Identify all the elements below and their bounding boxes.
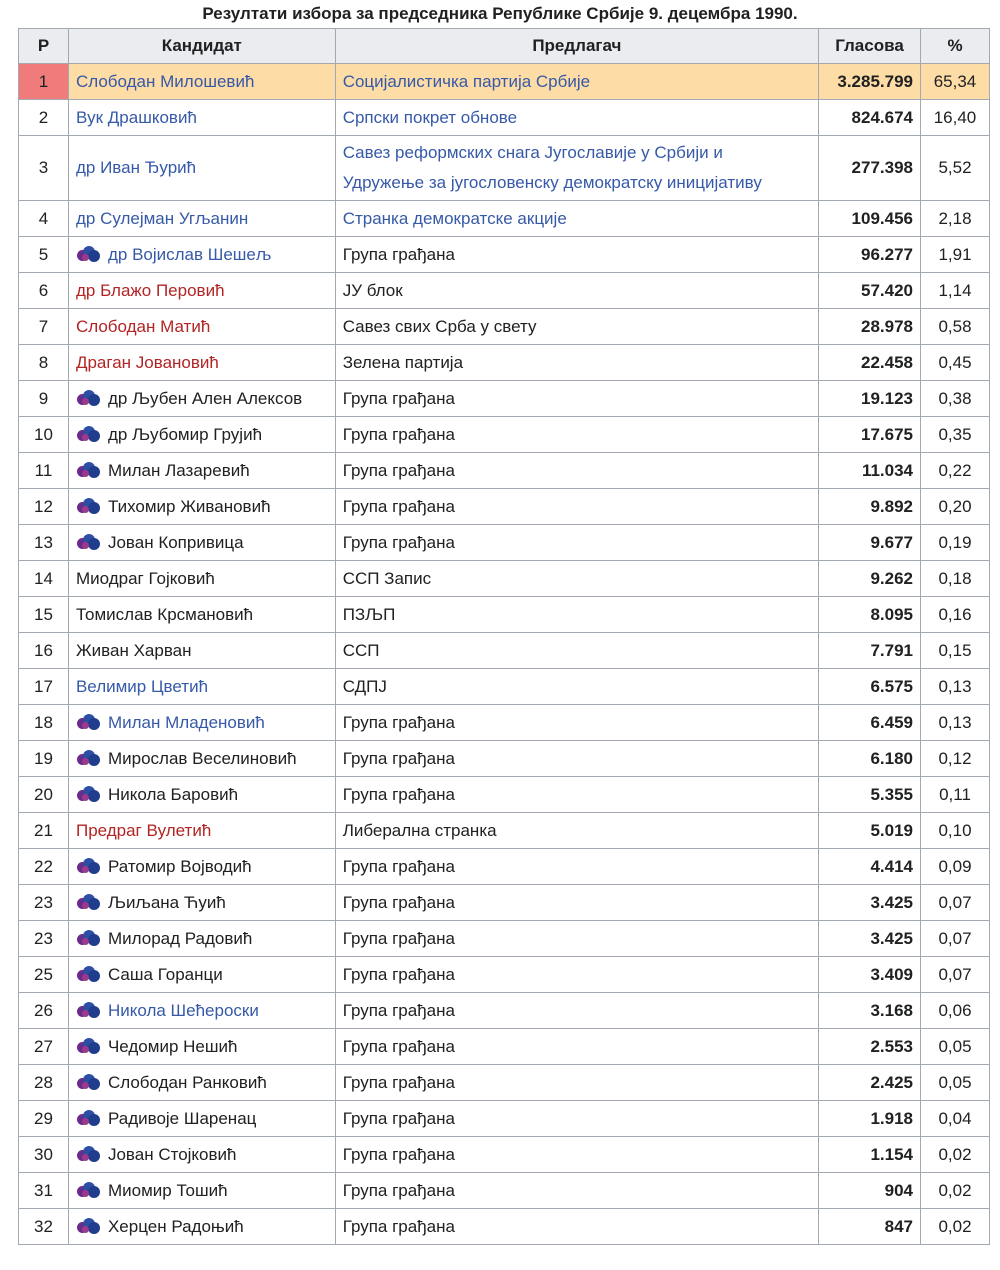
citizens-group-icon bbox=[76, 786, 102, 802]
rank-cell: 10 bbox=[19, 417, 69, 453]
table-row bbox=[19, 489, 990, 525]
proposer-cell bbox=[335, 1137, 818, 1173]
votes-cell: 2.425 bbox=[819, 1065, 921, 1101]
proposer-name: ССП Запис bbox=[342, 568, 432, 588]
header-proposer[interactable]: Предлагач bbox=[335, 29, 818, 64]
votes-cell: 8.095 bbox=[819, 597, 921, 633]
rank-cell: 13 bbox=[19, 525, 69, 561]
table-row bbox=[19, 957, 990, 993]
rank-cell: 8 bbox=[19, 345, 69, 381]
candidate-name: Милан Лазаревић bbox=[107, 460, 250, 480]
votes-cell: 3.168 bbox=[819, 993, 921, 1029]
votes-cell: 17.675 bbox=[819, 417, 921, 453]
candidate-cell bbox=[68, 100, 335, 136]
proposer-cell bbox=[335, 669, 818, 705]
proposer-name: Група грађана bbox=[342, 1000, 455, 1020]
candidate-name: Никола Баровић bbox=[107, 784, 239, 804]
candidate-cell bbox=[68, 525, 335, 561]
proposer-name: Група грађана bbox=[342, 460, 455, 480]
table-row bbox=[19, 669, 990, 705]
rank-cell: 27 bbox=[19, 1029, 69, 1065]
citizens-group-icon bbox=[76, 858, 102, 874]
candidate-name: Ратомир Војводић bbox=[107, 856, 252, 876]
percent-cell: 0,19 bbox=[921, 525, 990, 561]
percent-cell: 16,40 bbox=[921, 100, 990, 136]
rank-cell: 26 bbox=[19, 993, 69, 1029]
table-row bbox=[19, 309, 990, 345]
rank-cell: 30 bbox=[19, 1137, 69, 1173]
rank-cell: 4 bbox=[19, 201, 69, 237]
citizens-group-icon bbox=[76, 1110, 102, 1126]
percent-cell: 1,14 bbox=[921, 273, 990, 309]
votes-cell: 7.791 bbox=[819, 633, 921, 669]
candidate-cell bbox=[68, 1137, 335, 1173]
citizens-group-icon bbox=[76, 966, 102, 982]
table-row bbox=[19, 237, 990, 273]
candidate-name: Чедомир Нешић bbox=[107, 1036, 238, 1056]
rank-cell: 23 bbox=[19, 885, 69, 921]
proposer-name: Група грађана bbox=[342, 892, 455, 912]
table-row bbox=[19, 1173, 990, 1209]
percent-cell: 0,58 bbox=[921, 309, 990, 345]
rank-cell: 29 bbox=[19, 1101, 69, 1137]
votes-cell: 9.892 bbox=[819, 489, 921, 525]
proposer-name: Група грађана bbox=[342, 1036, 455, 1056]
candidate-cell bbox=[68, 417, 335, 453]
proposer-cell bbox=[335, 921, 818, 957]
citizens-group-icon bbox=[76, 1182, 102, 1198]
proposer-cell bbox=[335, 237, 818, 273]
votes-cell: 5.355 bbox=[819, 777, 921, 813]
proposer-name[interactable]: Савез реформских снага Југославије у Србији и bbox=[342, 143, 723, 162]
proposer-name: Група грађана bbox=[342, 496, 455, 516]
proposer-name[interactable]: Странка демократске акције bbox=[342, 208, 567, 228]
candidate-name[interactable]: Слободан Милошевић bbox=[75, 71, 255, 91]
citizens-group-icon bbox=[76, 750, 102, 766]
proposer-name[interactable]: Социјалистичка партија Србије bbox=[342, 71, 591, 91]
percent-cell: 0,18 bbox=[921, 561, 990, 597]
candidate-cell bbox=[68, 957, 335, 993]
votes-cell: 904 bbox=[819, 1173, 921, 1209]
percent-cell: 0,35 bbox=[921, 417, 990, 453]
proposer-cell bbox=[335, 309, 818, 345]
table-row bbox=[19, 597, 990, 633]
proposer-name: Група грађана bbox=[342, 424, 455, 444]
percent-cell: 0,12 bbox=[921, 741, 990, 777]
citizens-group-icon bbox=[76, 1146, 102, 1162]
proposer-name: ССП bbox=[342, 640, 380, 660]
proposer-cell bbox=[335, 1065, 818, 1101]
header-rank[interactable]: Р bbox=[19, 29, 69, 64]
header-candidate[interactable]: Кандидат bbox=[68, 29, 335, 64]
header-votes[interactable]: Гласова bbox=[819, 29, 921, 64]
percent-cell: 0,45 bbox=[921, 345, 990, 381]
proposer-name: Група грађана bbox=[342, 1144, 455, 1164]
table-row bbox=[19, 100, 990, 136]
candidate-name[interactable]: др Блажо Перовић bbox=[75, 280, 225, 300]
percent-cell: 0,38 bbox=[921, 381, 990, 417]
candidate-name: Јован Копривица bbox=[107, 532, 244, 552]
proposer-name: ЈУ блок bbox=[342, 280, 403, 300]
proposer-cell bbox=[335, 633, 818, 669]
proposer-cell bbox=[335, 345, 818, 381]
percent-cell: 0,16 bbox=[921, 597, 990, 633]
rank-cell: 16 bbox=[19, 633, 69, 669]
rank-cell: 1 bbox=[19, 64, 69, 100]
table-row bbox=[19, 1209, 990, 1245]
votes-cell: 3.409 bbox=[819, 957, 921, 993]
rank-cell: 17 bbox=[19, 669, 69, 705]
percent-cell: 0,04 bbox=[921, 1101, 990, 1137]
citizens-group-icon bbox=[76, 534, 102, 550]
table-row bbox=[19, 417, 990, 453]
candidate-name: Миомир Тошић bbox=[107, 1180, 228, 1200]
rank-cell: 22 bbox=[19, 849, 69, 885]
candidate-name: Јован Стојковић bbox=[107, 1144, 237, 1164]
candidate-cell bbox=[68, 741, 335, 777]
table-row bbox=[19, 813, 990, 849]
proposer-cell bbox=[335, 136, 818, 201]
proposer-cell bbox=[335, 489, 818, 525]
rank-cell: 25 bbox=[19, 957, 69, 993]
candidate-cell bbox=[68, 885, 335, 921]
candidate-name[interactable]: Велимир Цветић bbox=[75, 676, 209, 696]
table-row bbox=[19, 921, 990, 957]
votes-cell: 2.553 bbox=[819, 1029, 921, 1065]
candidate-cell bbox=[68, 1101, 335, 1137]
percent-cell: 0,11 bbox=[921, 777, 990, 813]
table-row bbox=[19, 849, 990, 885]
candidate-cell bbox=[68, 136, 335, 201]
proposer-cell bbox=[335, 1029, 818, 1065]
proposer-cell bbox=[335, 957, 818, 993]
proposer-cell bbox=[335, 849, 818, 885]
candidate-cell bbox=[68, 777, 335, 813]
votes-cell: 3.425 bbox=[819, 885, 921, 921]
proposer-name: Група грађана bbox=[342, 928, 455, 948]
candidate-cell bbox=[68, 705, 335, 741]
votes-cell: 6.180 bbox=[819, 741, 921, 777]
candidate-cell bbox=[68, 381, 335, 417]
votes-cell: 28.978 bbox=[819, 309, 921, 345]
table-row bbox=[19, 273, 990, 309]
proposer-cell bbox=[335, 597, 818, 633]
rank-cell: 28 bbox=[19, 1065, 69, 1101]
citizens-group-icon bbox=[76, 246, 102, 262]
proposer-name: Група грађана bbox=[342, 1180, 455, 1200]
candidate-name[interactable]: др Иван Ђурић bbox=[75, 158, 197, 177]
percent-cell: 0,15 bbox=[921, 633, 990, 669]
table-row bbox=[19, 381, 990, 417]
citizens-group-icon bbox=[76, 426, 102, 442]
votes-cell: 9.677 bbox=[819, 525, 921, 561]
percent-cell: 0,10 bbox=[921, 813, 990, 849]
votes-cell: 824.674 bbox=[819, 100, 921, 136]
proposer-cell bbox=[335, 1101, 818, 1137]
proposer-cell bbox=[335, 993, 818, 1029]
candidate-cell bbox=[68, 1029, 335, 1065]
candidate-name: Милорад Радовић bbox=[107, 928, 253, 948]
proposer-cell bbox=[335, 525, 818, 561]
table-row bbox=[19, 741, 990, 777]
votes-cell: 22.458 bbox=[819, 345, 921, 381]
votes-cell: 11.034 bbox=[819, 453, 921, 489]
percent-cell: 0,06 bbox=[921, 993, 990, 1029]
percent-cell: 65,34 bbox=[921, 64, 990, 100]
candidate-name: Љиљана Ћуић bbox=[107, 892, 226, 912]
proposer-name: Група грађана bbox=[342, 532, 455, 552]
proposer-name: Група грађана bbox=[342, 784, 455, 804]
proposer-cell bbox=[335, 417, 818, 453]
candidate-cell bbox=[68, 345, 335, 381]
proposer-name[interactable]: Удружење за југословенску демократску иницијативу bbox=[342, 173, 762, 192]
candidate-name: Саша Горанци bbox=[107, 964, 223, 984]
proposer-name: Група грађана bbox=[342, 244, 455, 264]
candidate-cell bbox=[68, 633, 335, 669]
candidate-cell bbox=[68, 273, 335, 309]
candidate-name[interactable]: др Војислав Шешељ bbox=[107, 244, 272, 264]
percent-cell: 0,02 bbox=[921, 1173, 990, 1209]
candidate-cell bbox=[68, 921, 335, 957]
votes-cell: 9.262 bbox=[819, 561, 921, 597]
table-row bbox=[19, 345, 990, 381]
proposer-name: Група грађана bbox=[342, 388, 455, 408]
rank-cell: 20 bbox=[19, 777, 69, 813]
citizens-group-icon bbox=[76, 1218, 102, 1234]
candidate-cell bbox=[68, 813, 335, 849]
percent-cell: 0,07 bbox=[921, 957, 990, 993]
percent-cell: 0,09 bbox=[921, 849, 990, 885]
votes-cell: 4.414 bbox=[819, 849, 921, 885]
proposer-name: Група грађана bbox=[342, 964, 455, 984]
header-percent[interactable]: % bbox=[921, 29, 990, 64]
table-row bbox=[19, 561, 990, 597]
rank-cell: 19 bbox=[19, 741, 69, 777]
percent-cell: 0,02 bbox=[921, 1209, 990, 1245]
citizens-group-icon bbox=[76, 930, 102, 946]
proposer-cell bbox=[335, 741, 818, 777]
votes-cell: 6.459 bbox=[819, 705, 921, 741]
proposer-name: Зелена партија bbox=[342, 352, 464, 372]
votes-cell: 1.918 bbox=[819, 1101, 921, 1137]
votes-cell: 6.575 bbox=[819, 669, 921, 705]
proposer-cell bbox=[335, 273, 818, 309]
candidate-cell bbox=[68, 1173, 335, 1209]
candidate-cell bbox=[68, 64, 335, 100]
citizens-group-icon bbox=[76, 1038, 102, 1054]
proposer-name: Група грађана bbox=[342, 748, 455, 768]
candidate-name[interactable]: Вук Драшковић bbox=[75, 107, 197, 127]
candidate-name[interactable]: др Сулејман Угљанин bbox=[75, 208, 249, 228]
proposer-cell bbox=[335, 777, 818, 813]
rank-cell: 23 bbox=[19, 921, 69, 957]
rank-cell: 12 bbox=[19, 489, 69, 525]
rank-cell: 3 bbox=[19, 136, 69, 201]
candidate-cell bbox=[68, 561, 335, 597]
candidate-cell bbox=[68, 309, 335, 345]
votes-cell: 5.019 bbox=[819, 813, 921, 849]
votes-cell: 19.123 bbox=[819, 381, 921, 417]
candidate-cell bbox=[68, 489, 335, 525]
candidate-cell bbox=[68, 849, 335, 885]
table-row bbox=[19, 64, 990, 100]
percent-cell: 0,20 bbox=[921, 489, 990, 525]
candidate-name: Живан Харван bbox=[75, 640, 192, 660]
table-row bbox=[19, 993, 990, 1029]
proposer-name: Група грађана bbox=[342, 712, 455, 732]
proposer-cell bbox=[335, 381, 818, 417]
votes-cell: 1.154 bbox=[819, 1137, 921, 1173]
proposer-cell bbox=[335, 1209, 818, 1245]
proposer-cell bbox=[335, 705, 818, 741]
table-header-row bbox=[19, 29, 990, 64]
candidate-name: др Љубен Ален Алексов bbox=[107, 388, 303, 408]
percent-cell: 0,07 bbox=[921, 921, 990, 957]
rank-cell: 9 bbox=[19, 381, 69, 417]
table-row bbox=[19, 525, 990, 561]
citizens-group-icon bbox=[76, 1002, 102, 1018]
votes-cell: 3.285.799 bbox=[819, 64, 921, 100]
election-results-table bbox=[18, 28, 990, 1245]
percent-cell: 0,05 bbox=[921, 1029, 990, 1065]
candidate-name[interactable]: Никола Шећероски bbox=[107, 1000, 259, 1020]
percent-cell: 0,02 bbox=[921, 1137, 990, 1173]
candidate-cell bbox=[68, 237, 335, 273]
proposer-name: Група грађана bbox=[342, 1216, 455, 1236]
citizens-group-icon bbox=[76, 462, 102, 478]
votes-cell: 57.420 bbox=[819, 273, 921, 309]
citizens-group-icon bbox=[76, 390, 102, 406]
proposer-cell bbox=[335, 813, 818, 849]
percent-cell: 0,13 bbox=[921, 705, 990, 741]
candidate-cell bbox=[68, 597, 335, 633]
rank-cell: 14 bbox=[19, 561, 69, 597]
candidate-cell bbox=[68, 453, 335, 489]
rank-cell: 6 bbox=[19, 273, 69, 309]
votes-cell: 3.425 bbox=[819, 921, 921, 957]
candidate-name[interactable]: Слободан Матић bbox=[75, 316, 211, 336]
rank-cell: 15 bbox=[19, 597, 69, 633]
votes-cell: 109.456 bbox=[819, 201, 921, 237]
candidate-cell bbox=[68, 201, 335, 237]
votes-cell: 96.277 bbox=[819, 237, 921, 273]
citizens-group-icon bbox=[76, 1074, 102, 1090]
percent-cell: 2,18 bbox=[921, 201, 990, 237]
rank-cell: 21 bbox=[19, 813, 69, 849]
percent-cell: 0,07 bbox=[921, 885, 990, 921]
citizens-group-icon bbox=[76, 498, 102, 514]
table-row bbox=[19, 705, 990, 741]
percent-cell: 5,52 bbox=[921, 136, 990, 201]
candidate-name[interactable]: Милан Младеновић bbox=[107, 712, 265, 732]
proposer-name: Савез свих Срба у свету bbox=[342, 316, 537, 336]
candidate-name: др Љубомир Грујић bbox=[107, 424, 263, 444]
table-row bbox=[19, 885, 990, 921]
table-row bbox=[19, 136, 990, 201]
proposer-name: Група грађана bbox=[342, 856, 455, 876]
rank-cell: 32 bbox=[19, 1209, 69, 1245]
proposer-cell bbox=[335, 885, 818, 921]
table-row bbox=[19, 777, 990, 813]
proposer-name: ПЗЉП bbox=[342, 604, 396, 624]
proposer-name: Група грађана bbox=[342, 1108, 455, 1128]
percent-cell: 0,05 bbox=[921, 1065, 990, 1101]
candidate-name: Мирослав Веселиновић bbox=[107, 748, 297, 768]
candidate-name[interactable]: Предраг Вулетић bbox=[75, 820, 212, 840]
table-row bbox=[19, 1101, 990, 1137]
table-row bbox=[19, 201, 990, 237]
candidate-name: Миодраг Гојковић bbox=[75, 568, 215, 588]
candidate-cell bbox=[68, 669, 335, 705]
proposer-name: Група грађана bbox=[342, 1072, 455, 1092]
table-caption: Резултати избора за председника Републике Србије 9. децембра 1990. bbox=[202, 4, 798, 23]
table-row bbox=[19, 1065, 990, 1101]
candidate-name: Томислав Крсмановић bbox=[75, 604, 254, 624]
votes-cell: 847 bbox=[819, 1209, 921, 1245]
rank-cell: 11 bbox=[19, 453, 69, 489]
percent-cell: 1,91 bbox=[921, 237, 990, 273]
votes-cell: 277.398 bbox=[819, 136, 921, 201]
candidate-name: Тихомир Живановић bbox=[107, 496, 271, 516]
proposer-cell bbox=[335, 100, 818, 136]
proposer-name: Либерална странка bbox=[342, 820, 497, 840]
percent-cell: 0,13 bbox=[921, 669, 990, 705]
candidate-name: Слободан Ранковић bbox=[107, 1072, 267, 1092]
candidate-name: Херцен Радоњић bbox=[107, 1216, 244, 1236]
rank-cell: 2 bbox=[19, 100, 69, 136]
rank-cell: 5 bbox=[19, 237, 69, 273]
rank-cell: 31 bbox=[19, 1173, 69, 1209]
citizens-group-icon bbox=[76, 894, 102, 910]
rank-cell: 7 bbox=[19, 309, 69, 345]
candidate-name[interactable]: Драган Јовановић bbox=[75, 352, 219, 372]
proposer-cell bbox=[335, 453, 818, 489]
proposer-name[interactable]: Српски покрет обнове bbox=[342, 107, 518, 127]
rank-cell: 18 bbox=[19, 705, 69, 741]
proposer-cell bbox=[335, 201, 818, 237]
proposer-cell bbox=[335, 1173, 818, 1209]
candidate-cell bbox=[68, 1065, 335, 1101]
table-row bbox=[19, 453, 990, 489]
percent-cell: 0,22 bbox=[921, 453, 990, 489]
candidate-cell bbox=[68, 1209, 335, 1245]
proposer-name: СДПЈ bbox=[342, 676, 387, 696]
candidate-name: Радивоје Шаренац bbox=[107, 1108, 257, 1128]
candidate-cell bbox=[68, 993, 335, 1029]
table-row bbox=[19, 633, 990, 669]
table-row bbox=[19, 1137, 990, 1173]
citizens-group-icon bbox=[76, 714, 102, 730]
proposer-cell bbox=[335, 561, 818, 597]
table-row bbox=[19, 1029, 990, 1065]
proposer-cell bbox=[335, 64, 818, 100]
